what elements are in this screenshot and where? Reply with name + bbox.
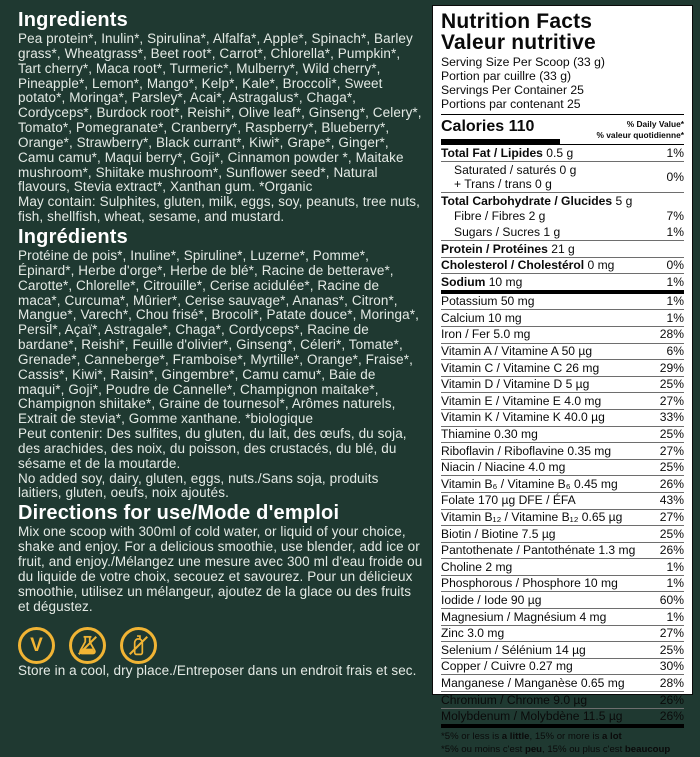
- nutrient-row: Total Carbohydrate / Glucides 5 g: [441, 193, 633, 208]
- nutrient-row: Thiamine 0.30 mg 25%: [441, 427, 684, 444]
- footnote-en: *5% or less is a little, 15% or more is a lot: [441, 731, 622, 743]
- ingredients-fr-heading: Ingrédients: [18, 225, 128, 248]
- nutrient-table: [441, 144, 684, 728]
- nutrient-row: Sodium 10 mg 1%: [441, 274, 684, 294]
- nutrient-row: Pantothenate / Pantothénate 1.3 mg 26%: [441, 543, 684, 560]
- nutrient-row: Biotin / Biotine 7.5 µg 25%: [441, 526, 684, 543]
- calories-value: Calories 110: [441, 118, 560, 144]
- nutrient-row: Chromium / Chrome 9.0 µg 26%: [441, 692, 684, 709]
- nutrient-row: Total Fat / Lipides 0.5 g 1%: [441, 145, 684, 162]
- ingredients-en-may-contain: May contain: Sulphites, gluten, milk, eggs, soy, peanuts, tree nuts, fish, shellfish, wheat, sesame, and mustard.: [18, 194, 421, 225]
- nutrient-row: Fibre / Fibres 2 g 7%: [454, 209, 684, 224]
- nutrient-row: Zinc 3.0 mg 27%: [441, 626, 684, 643]
- footnotes: [441, 728, 684, 757]
- servings-per-container-en: Servings Per Container 25: [441, 82, 584, 97]
- ingredients-en-body: Pea protein*, Inulin*, Spirulina*, Alfalfa*, Apple*, Spinach*, Barley grass*, Wheatgrass*, Beet root*, Carrot*, Chlorella*, Pumpkin*, Tart cherry*, Maca root*, Turmeric*, Mulberry*, Wild cherry*, Pineapple*, Lemon*, Mango*, Kelp*, Kale*, Broccoli*, Sweet potato*, Moringa*, Parsley*, Acai*, Astragalus*, Chaga*, Cordyceps*, Burdock root*, Reishi*, Olive leaf*, Ginseng*, Celery*, Tomato*, Pomegranate*, Cranberry*, Raspberry*, Blueberry*, Orange*, Strawberry*, Black currant*, Kiwi*, Grape*, Ginger*, Camu camu*, Maqui berry*, Goji*, Cinnamon powder *, Maitake mushroom*, Shiitake mushroom*, Sunflower seed*, Natural flavours, Stevia extract*, Xanthan gum. *Organic: [18, 31, 422, 195]
- ingredients-fr-may-contain: Peut contenir: Des sulfites, du gluten, du lait, des œufs, du soja, des arachides, des noix, du poisson, des crustacés, du blé, du sésame et de la moutarde.: [18, 426, 407, 471]
- nutrient-row: Magnesium / Magnésium 4 mg 1%: [441, 609, 684, 626]
- nutrient-row: Sugars / Sucres 1 g 1%: [441, 224, 684, 241]
- serving-size-en: Serving Size Per Scoop (33 g): [441, 54, 605, 69]
- calories-block: [441, 114, 684, 144]
- nutrient-row: Iodide / Iode 90 µg 60%: [441, 592, 684, 609]
- nutrient-row: Phosphorous / Phosphore 10 mg 1%: [441, 576, 684, 593]
- serving-info: [441, 56, 684, 112]
- nutrient-row: Manganese / Manganèse 0.65 mg 28%: [441, 675, 684, 692]
- daily-value-header-fr: % valeur quotidienne*: [596, 130, 684, 141]
- directions-body: Mix one scoop with 300ml of cold water, or liquid of your choice, shake and enjoy. For a delicious smoothie, use blender, add ice or fruit, and enjoy./Mélangez une mesure avec 300 ml d'eau froide ou du liquide de votre choix, secouez et savourez. Pour un délicieux smoothie, utilisez un mélangeur, ajoutez de la glace ou des fruits et dégustez.: [18, 524, 423, 614]
- nutrition-facts-title-fr: Valeur nutritive: [441, 31, 596, 55]
- no-added-statement: No added soy, dairy, gluten, eggs, nuts./Sans soja, produits laitiers, gluten, oeufs, noix ajoutés.: [18, 470, 379, 501]
- certification-badges: [18, 627, 423, 664]
- nutrient-row: Saturated / saturés 0 g + Trans / trans 0 g 0%: [441, 162, 684, 193]
- nutrient-row: Vitamin E / Vitamine E 4.0 mg 27%: [441, 393, 684, 410]
- nutrition-facts-panel: [432, 5, 693, 756]
- nutrient-row: Vitamin C / Vitamine C 26 mg 29%: [441, 360, 684, 377]
- ingredients-fr-body: Protéine de pois*, Inuline*, Spiruline*, Luzerne*, Pomme*, Épinard*, Herbe d'orge*, Herbe de blé*, Racine de betterave*, Carotte*, Chlorelle*, Citrouille*, Cerise acidulée*, Racine de maca*, Curcuma*, Mûrier*, Cerise sauvage*, Ananas*, Citron*, Mangue*, Varech*, Chou frisé*, Brocoli*, Patate douce*, Moringa*, Persil*, Açaï*, Astragale*, Chaga*, Cordyceps*, Racine de bardane*, Reishi*, Feuille d'olivier*, Ginseng*, Céleri*, Tomate*, Grenade*, Canneberge*, Framboise*, Myrtille*, Orange*, Fraise*, Cassis*, Kiwi*, Raisin*, Gingembre*, Camu camu*, Baie de maqui*, Goji*, Poudre de Cannelle*, Champignon maitake*, Champignon shiitake*, Graine de tournesol*, Arômes naturels, Extrait de stevia*, Gomme xanthane. *biologique: [18, 247, 419, 427]
- nutrition-facts-title-en: Nutrition Facts: [441, 10, 593, 33]
- nutrient-row: Riboflavin / Riboflavine 0.35 mg 27%: [441, 443, 684, 460]
- nutrient-row: Cholesterol / Cholestérol 0 mg 0%: [441, 258, 684, 275]
- nutrient-row: Selenium / Sélénium 14 µg 25%: [441, 642, 684, 659]
- ingredients-en-heading: Ingredients: [18, 9, 128, 31]
- nutrient-row: Folate 170 µg DFE / ÉFA 43%: [441, 493, 684, 510]
- no-chemicals-icon: [69, 627, 106, 664]
- nutrient-row: Vitamin B₆ / Vitamine B₆ 0.45 mg 26%: [441, 476, 684, 493]
- left-panel: [18, 8, 423, 679]
- vegan-icon: V: [18, 627, 55, 664]
- nutrient-row: Potassium 50 mg 1%: [441, 294, 684, 311]
- serving-size-fr: Portion par cuillre (33 g): [441, 68, 572, 83]
- storage-instructions: Store in a cool, dry place./Entreposer dans un endroit frais et sec.: [18, 663, 417, 679]
- footnote-fr: *5% ou moins c'est peu, 15% ou plus c'est beaucoup: [441, 744, 671, 756]
- nutrient-row: Copper / Cuivre 0.27 mg 30%: [441, 659, 684, 676]
- daily-value-header-en: % Daily Value*: [626, 119, 684, 130]
- nutrient-row: Iron / Fer 5.0 mg 28%: [441, 327, 684, 344]
- daily-value-header: [597, 118, 685, 141]
- servings-per-container-fr: Portions par contenant 25: [441, 96, 581, 111]
- nutrient-row: Calcium 10 mg 1%: [441, 310, 684, 327]
- nutrient-row: Vitamin D / Vitamine D 5 µg 25%: [441, 377, 684, 394]
- nutrient-row: Molybdenum / Molybdène 11.5 µg 26%: [441, 709, 684, 729]
- nutrient-row: Vitamin B₁₂ / Vitamine B₁₂ 0.65 µg 27%: [441, 510, 684, 527]
- nutrient-row: Protein / Protéines 21 g: [441, 241, 684, 258]
- nutrient-row: Niacin / Niacine 4.0 mg 25%: [441, 460, 684, 477]
- directions-heading: Directions for use/Mode d'emploi: [18, 502, 340, 525]
- nutrient-row: Vitamin K / Vitamine K 40.0 µg 33%: [441, 410, 684, 427]
- no-plastic-bottle-icon: [120, 627, 157, 664]
- nutrient-row: Choline 2 mg 1%: [441, 559, 684, 576]
- nutrient-row: Vitamin A / Vitamine A 50 µg 6%: [441, 344, 684, 361]
